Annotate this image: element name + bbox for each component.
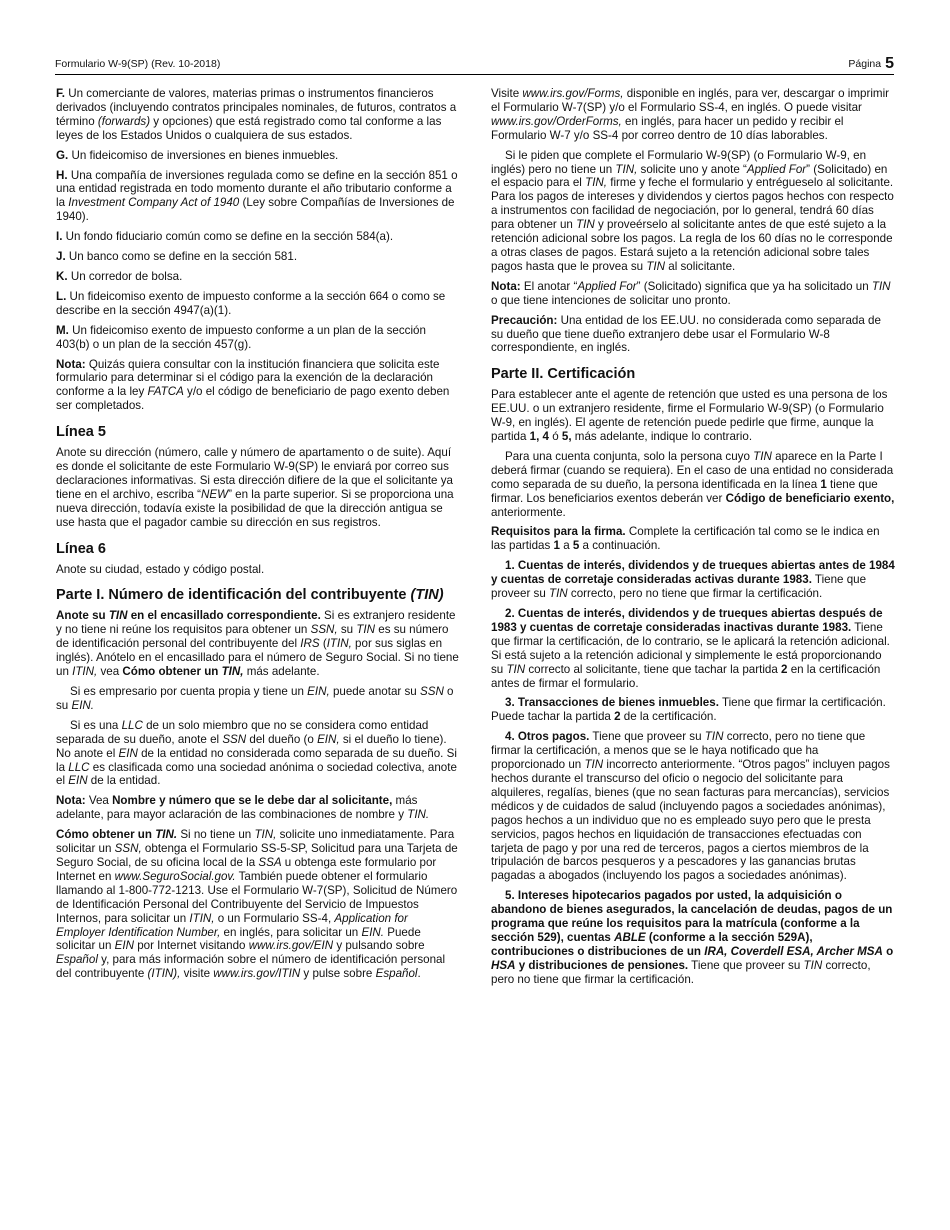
- requisitos-firma: Requisitos para la firma. Complete la certificación tal como se le indica en las partidas 1 a 5 a continuación.: [491, 525, 880, 553]
- heading-parte-2: Parte II. Certificación: [491, 366, 636, 383]
- linea-6-text: Anote su ciudad, estado y código postal.: [56, 562, 265, 576]
- right-column: [491, 87, 895, 993]
- item-m: M. Un fideicomiso exento de impuesto conforme a un plan de la sección 403(b) o un plan de la sección 457(g).: [56, 323, 426, 351]
- precaucion: Precaución: Una entidad de los EE.UU. no considerada como separada de su dueño que tiene dueño extranjero debe usar el Formulario W-8 correspondiente, en inglés.: [491, 313, 881, 355]
- requisito-1: 1. Cuentas de interés, dividendos y de trueques abiertas antes de 1984 y cuentas de corretaje consideradas activas durante 1983. Tiene que proveer su TIN correcto, pero no tiene que firmar la certificación.: [491, 559, 895, 601]
- item-h: H. Una compañía de inversiones regulada como se define en la sección 851 o una entidad registrada en todo momento durante el año tributario conforme a la Investment Company Act of 1940 (Ley sobre Compañías de Inversiones de 1940).: [56, 168, 458, 224]
- heading-linea-6: Línea 6: [56, 540, 106, 557]
- nota-applied-for: Nota: El anotar “Applied For” (Solicitado) significa que ya ha solicitado un TIN o que tiene intenciones de solicitar uno pronto.: [491, 279, 891, 307]
- requisito-3: 3. Transacciones de bienes inmuebles. Tiene que firmar la certificación. Puede tachar la partida 2 de la certificación.: [491, 696, 886, 724]
- form-title: Formulario W-9(SP) (Rev. 10-2018): [55, 58, 221, 70]
- linea-5-text: Anote su dirección (número, calle y número de apartamento o de suite). Aquí es donde el solicitante de este Formulario W-9(SP) le enviará por correo sus declaraciones informativas. Si esta dirección difiere de la que el solicitante ya tiene en el archivo, escriba “NEW” en la parte superior. Si se proporciona una nueva dirección, todavía existe la posibilidad de que la dirección antigua se use hasta que el pagador cambie su dirección en sus registros.: [56, 446, 454, 529]
- page-indicator: [848, 54, 894, 72]
- parte-2-intro: Para establecer ante el agente de retención que usted es una persona de los EE.UU. o un extranjero residente, firme el Formulario W-9(SP) (o Formulario W-9, en inglés). El agente de retención puede pedirle que firme, aunque la partida 1, 4 ó 5, más adelante, indique lo contrario.: [491, 388, 888, 444]
- page-header: [55, 55, 894, 75]
- nota-fatca: Nota: Quizás quiera consultar con la institución financiera que solicita este formulario para determinar si el código para la exención de la declaración conforme a la ley FATCA y/o el código de beneficiario de pago exento deben ser completados.: [56, 357, 450, 413]
- parte-1-anote: Anote su TIN en el encasillado correspondiente. Si es extranjero residente y no tiene ni reúne los requisitos para obtener un SSN, su TIN es su número de identificación personal del contribuyente del IRS (ITIN, por sus siglas en inglés). Anótelo en el encasillado para el número de Seguro Social. Si no tiene un ITIN, vea Cómo obtener un TIN, más adelante.: [56, 609, 459, 679]
- item-f: F. Un comerciante de valores, materias primas o instrumentos financieros derivados (incluyendo contratos principales nominales, de futuros, contratos a término (forwards) y opciones) que está registrado como tal conforme a las leyes de los Estados Unidos o cualquiera de sus estados.: [56, 87, 457, 142]
- si-le-piden: Si le piden que complete el Formulario W-9(SP) (o Formulario W-9, en inglés) pero no tiene un TIN, solicite uno y anote “Applied For” (Solicitado) en el espacio para el TIN, firme y feche el formulario y entrégueselo al solicitante. Para los pagos de intereses y dividendos y ciertos pagos hechos con respecto a instrumentos con facilidad de negociación, por lo general, tendrá 60 días para obtener un TIN y proveérselo al solicitante antes de que esté sujeto a la retención adicional sobre los pagos. La regla de los 60 días no le corresponde a otras clases de pagos. Estará sujeto a la retención adicional sobre tales pagos hasta que le provea su TIN al solicitante.: [491, 148, 894, 273]
- como-obtener-tin: Cómo obtener un TIN. Si no tiene un TIN, solicite uno inmediatamente. Para solicitar un SSN, obtenga el Formulario SS-5-SP, Solicitud para una Tarjeta de Seguro Social, de su oficina local de la SSA u obtenga este formulario por Internet en www.SeguroSocial.gov. También puede obtener el formulario llamando al 1-800-772-1213. Use el Formulario W-7(SP), Solicitud de Número de Identificación Personal del Contribuyente del Servicio de Impuestos Internos, para solicitar un ITIN, o un Formulario SS-4, Application for Employer Identification Number, en inglés, para solicitar un EIN. Puede solicitar un EIN por Internet visitando www.irs.gov/EIN y pulsando sobre Español y, para más información sobre el número de identificación personal del contribuyente (ITIN), visite www.irs.gov/ITIN y pulse sobre Español.: [56, 828, 458, 981]
- parte-1-empresario: Si es empresario por cuenta propia y tiene un EIN, puede anotar su SSN o su EIN.: [56, 685, 454, 712]
- nota-nombre: Nota: Vea Nombre y número que se le debe dar al solicitante, más adelante, para mayor aclaración de las combinaciones de nombre y TIN.: [56, 794, 430, 822]
- page-number: 5: [885, 55, 894, 72]
- item-l: L. Un fideicomiso exento de impuesto conforme a la sección 664 o como se describe en la sección 4947(a)(1).: [56, 289, 446, 317]
- heading-linea-5: Línea 5: [56, 424, 106, 441]
- page-label: Página: [848, 58, 882, 70]
- visite-forms: Visite www.irs.gov/Forms, disponible en inglés, para ver, descargar o imprimir el Formulario W-7(SP) y/o el Formulario SS-4, en inglés. O puede visitar www.irs.gov/OrderForms, en inglés, para hacer un pedido y recibir el Formulario W-7 y/o SS-4 por correo dentro de 10 días laborables.: [491, 87, 890, 142]
- item-i: I. Un fondo fiduciario común como se define en la sección 584(a).: [56, 230, 394, 244]
- item-k: K. Un corredor de bolsa.: [56, 269, 183, 283]
- parte-1-llc: Si es una LLC de un solo miembro que no se considera como entidad separada de su dueño, anote el SSN del dueño (o EIN, si el dueño lo tiene). No anote el EIN de la entidad no considerada como separada de su dueño. Si la LLC es clasificada como una sociedad anónima o sociedad colectiva, anote el EIN de la entidad.: [56, 718, 457, 788]
- item-g: G. Un fideicomiso de inversiones en bienes inmuebles.: [56, 148, 339, 162]
- requisito-2: 2. Cuentas de interés, dividendos y de trueques abiertas después de 1983 y cuentas de corretaje consideradas inactivas durante 1983. Tiene que firmar la certificación, de lo contrario, se le aplicará la retención adicional. Si está sujeto a la retención adicional y simplemente le está proporcionando su TIN correcto al solicitante, tiene que tachar la partida 2 en la certificación antes de firmar el formulario.: [491, 607, 890, 690]
- heading-parte-1: Parte I. Número de identificación del contribuyente (TIN): [56, 587, 444, 604]
- item-j: J. Un banco como se define en la sección 581.: [56, 250, 298, 264]
- parte-2-cuenta-conjunta: Para una cuenta conjunta, solo la persona cuyo TIN aparece en la Parte I deberá firmar (cuando se requiera). En el caso de una entidad no considerada como separada de su dueño, la persona identificada en la línea 1 tiene que firmar. Los beneficiarios exentos deberán ver Código de beneficiario exento, anteriormente.: [491, 449, 895, 519]
- left-column: [56, 87, 460, 987]
- requisito-4: 4. Otros pagos. Tiene que proveer su TIN correcto, pero no tiene que firmar la certificación, a menos que se le haya notificado que ha proporcionado un TIN incorrecto anteriormente. “Otros pagos” incluyen pagos hechos durante el transcurso del oficio o negocio del solicitante para alquileres, regalías, bienes (que no sean facturas para mercancías), servicios médicos y de cuidados de salud (incluyendo pagos a sociedades anónimas), pagos hechos a un individuo que no es empleado suyo pero que le presta servicios, pagos hechos en liquidación de transacciones efectuadas con tarjeta de pago y por una red de terceros, pagos a ciertos miembros de la tripulación de barcos pesqueros y a pescadores y las ganancias brutas pagadas a abogados (incluyendo los pagos a sociedades anónimas).: [491, 730, 890, 883]
- requisito-5: 5. Intereses hipotecarios pagados por usted, la adquisición o abandono de bienes asegurados, la cancelación de deudas, pagos de un programa que reúne los requisitos para la matrícula (conforme a la sección 529), cuentas ABLE (conforme a la sección 529A), contribuciones o distribuciones de un IRA, Coverdell ESA, Archer MSA o HSA y distribuciones de pensiones. Tiene que proveer su TIN correcto, pero no tiene que firmar la certificación.: [491, 889, 894, 986]
